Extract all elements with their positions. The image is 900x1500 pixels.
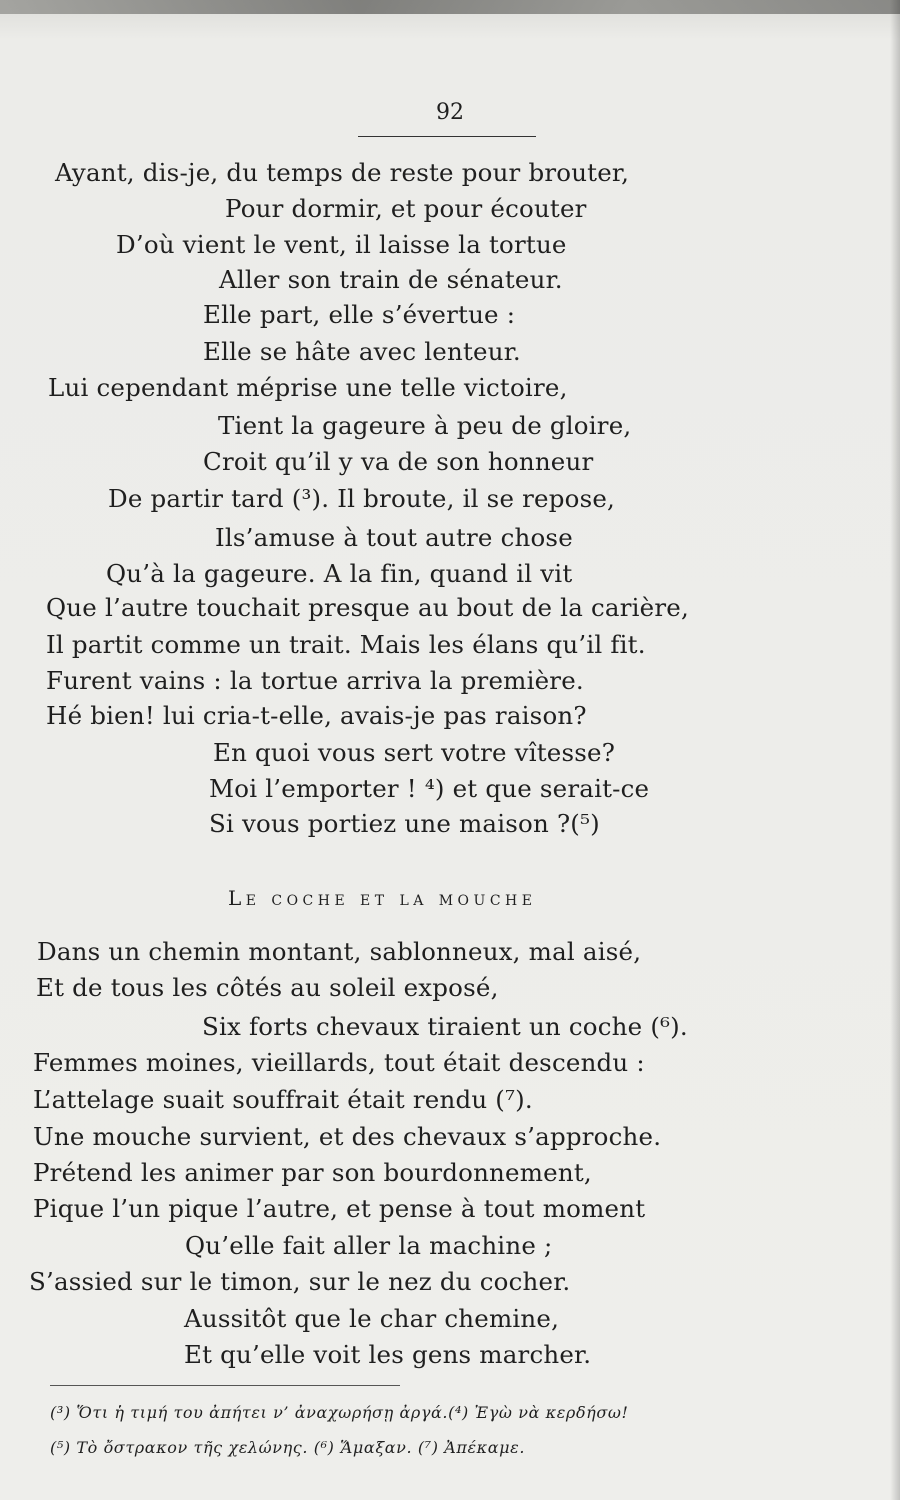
poem-line: Qu’à la gageure. A la fin, quand il vit — [106, 559, 573, 588]
poem-line: Dans un chemin montant, sablonneux, mal aisé, — [37, 937, 642, 966]
poem-line: De partir tard (³). Il broute, il se repose, — [108, 484, 616, 513]
poem-line: Aller son train de sénateur. — [219, 265, 563, 294]
poem-line: Six forts chevaux tiraient un coche (⁶). — [202, 1012, 688, 1041]
poem-line: Pour dormir, et pour écouter — [225, 194, 587, 223]
poem-line: L’attelage suait souffrait était rendu (⁷). — [33, 1085, 533, 1114]
poem-line: Il partit comme un trait. Mais les élans qu’il fit. — [46, 630, 646, 659]
page-number: 92 — [436, 100, 464, 125]
poem-line: Lui cependant méprise une telle victoire, — [48, 373, 568, 402]
poem-line: Hé bien! lui cria-t-elle, avais-je pas raison? — [46, 701, 587, 730]
poem-line: Tient la gageure à peu de gloire, — [218, 411, 632, 440]
poem-line: Et de tous les côtés au soleil exposé, — [36, 973, 499, 1002]
poem-line: Elle se hâte avec lenteur. — [203, 337, 521, 366]
poem-line: D’où vient le vent, il laisse la tortue — [116, 230, 567, 259]
footnote-rule — [50, 1385, 400, 1386]
poem-line: En quoi vous sert votre vîtesse? — [213, 738, 616, 767]
poem-line: Furent vains : la tortue arriva la première. — [46, 666, 584, 695]
header-rule — [358, 136, 536, 137]
footnote: (³) Ὅτι ἡ τιμή του ἀπήτει ν’ ἀναχωρήσῃ ἀργά.(⁴) Ἐγὼ νὰ κερδήσω! — [50, 1403, 629, 1422]
footnote: (⁵) Τὸ ὄστρακον τῆς χελώνης. (⁶) Ἅμαξαν. (⁷) Ἀπέκαμε. — [50, 1438, 526, 1457]
poem-line: Elle part, elle s’évertue : — [203, 300, 516, 329]
poem-line: Et qu’elle voit les gens marcher. — [184, 1340, 592, 1369]
poem-line: Qu’elle fait aller la machine ; — [185, 1231, 553, 1260]
poem-line: Une mouche survient, et des chevaux s’approche. — [33, 1122, 662, 1151]
section-title: Le coche et la mouche — [228, 886, 537, 910]
poem-line: Ils’amuse à tout autre chose — [215, 523, 573, 552]
page-right-edge — [890, 0, 900, 1500]
poem-line: Ayant, dis-je, du temps de reste pour brouter, — [55, 158, 630, 187]
poem-line: Si vous portiez une maison ?(⁵) — [209, 809, 600, 838]
poem-line: Prétend les animer par son bourdonnement, — [33, 1158, 592, 1187]
poem-line: Pique l’un pique l’autre, et pense à tout moment — [33, 1194, 646, 1223]
poem-line: Croit qu’il y va de son honneur — [203, 447, 594, 476]
poem-line: Femmes moines, vieillards, tout était descendu : — [33, 1048, 645, 1077]
poem-line: S’assied sur le timon, sur le nez du cocher. — [29, 1267, 571, 1296]
poem-line: Que l’autre touchait presque au bout de la carière, — [46, 593, 689, 622]
poem-line: Aussitôt que le char chemine, — [184, 1304, 560, 1333]
page-top-edge — [0, 0, 900, 14]
poem-line: Moi l’emporter ! ⁴) et que serait-ce — [209, 774, 650, 803]
